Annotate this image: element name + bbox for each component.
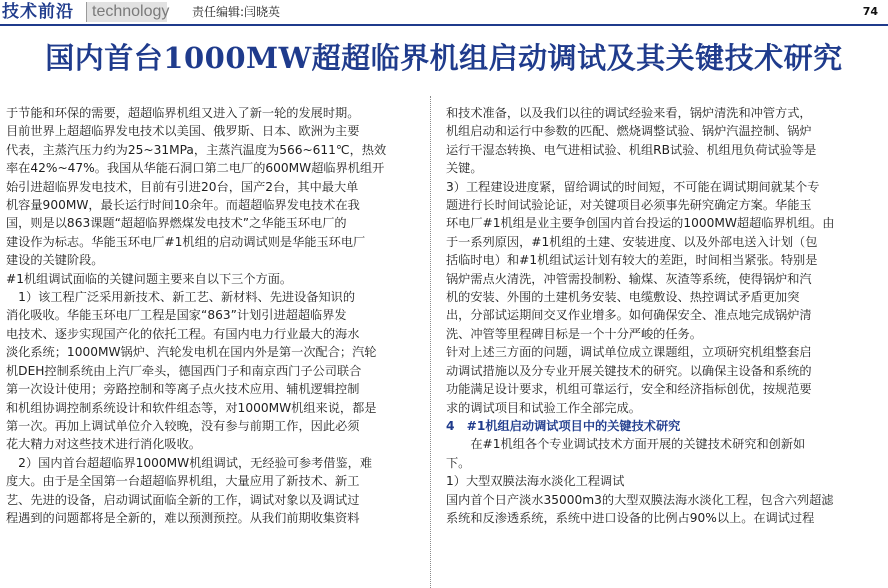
text-line: 锅炉需点火清洗，冲管需投制粉、输煤、灰渣等系统，使得锅炉和汽 <box>446 271 812 286</box>
page-number: 74 <box>862 5 878 18</box>
text-line: 机的安装、外围的土建机务安装、电缆敷设、热控调试矛盾更加突 <box>446 290 800 305</box>
text-line: 代表，主蒸汽压力约为25~31MPa，主蒸汽温度为566~611℃，热效 <box>6 142 387 157</box>
text-line: 关键。 <box>446 161 483 176</box>
text-line: 建设作为标志。华能玉环电厂#1机组的启动调试则是华能玉环电厂 <box>6 234 366 249</box>
text-line: 1）大型双膜法海水淡化工程调试 <box>446 474 625 489</box>
text-line: 花大精力对这些技术进行消化吸收。 <box>6 437 201 452</box>
text-line: 动调试措施以及分专业开展关键技术的研究。以确保主设备和系统的 <box>446 363 812 378</box>
text-line: 出，分部试运期间交叉作业增多。如何确保安全、准点地完成锅炉清 <box>446 308 812 323</box>
text-line: 1）该工程广泛采用新技术、新工艺、新材料、先进设备知识的 <box>6 290 356 305</box>
text-line: 针对上述三方面的问题，调试单位成立课题组，立项研究机组整套启 <box>446 345 812 360</box>
header-rule <box>0 24 888 26</box>
text-line: 3）工程建设进度紧，留给调试的时间短，不可能在调试期间就某个专 <box>446 179 820 194</box>
text-line: 2）国内首台超超临界1000MW机组调试，无经验可参考借鉴，难 <box>6 455 373 470</box>
text-line: 程遇到的问题都将是全新的，难以预测预控。从我们前期收集资料 <box>6 510 360 525</box>
text-line: 机DEH控制系统由上汽厂牵头，德国西门子和南京西门子公司联合 <box>6 363 362 378</box>
text-line: 题进行长时间试验论证，对关键项目必须事先研究确定方案。华能玉 <box>446 198 812 213</box>
text-line: 率在42%~47%。我国从华能石洞口第二电厂的600MW超临界机组开 <box>6 161 385 176</box>
text-line: 求的调试项目和试验工作全部完成。 <box>446 400 641 415</box>
text-line: 第一次设计使用；旁路控制和等离子点火技术应用、辅机逻辑控制 <box>6 382 360 397</box>
text-line: 机组启动和运行中参数的匹配、燃烧调整试验、锅炉汽温控制、锅炉 <box>446 124 812 139</box>
section-name-english: technology <box>92 3 170 20</box>
text-line: 度大。由于是全国第一台超超临界机组，大量应用了新技术、新工 <box>6 474 360 489</box>
section-heading: 4 #1机组启动调试项目中的关键技术研究 <box>446 418 681 433</box>
text-line: 功能满足设计要求，机组可靠运行，安全和经济指标创优，按规范要 <box>446 382 812 397</box>
text-line: 电技术、逐步实现国产化的依托工程。有国内电力行业最大的海水 <box>6 326 360 341</box>
text-line: 运行干湿态转换、电气进相试验、机组RB试验、机组甩负荷试验等是 <box>446 142 817 157</box>
section-name: 技术前沿 <box>2 2 74 22</box>
text-line: 系统和反渗透系统，系统中进口设备的比例占90%以上。在调试过程 <box>446 510 815 525</box>
text-line: 和技术准备，以及我们以往的调试经验来看，锅炉清洗和冲管方式， <box>446 106 812 120</box>
text-line: 在#1机组各个专业调试技术方面开展的关键技术研究和创新如 <box>446 437 806 452</box>
text-line: 建设的关键阶段。 <box>6 253 104 268</box>
text-line: 淡化系统；1000MW锅炉、汽轮发电机在国内外是第一次配合；汽轮 <box>6 345 377 360</box>
column-divider <box>430 96 431 588</box>
article-title: 国内首台1000MW超超临界机组启动调试及其关键技术研究 <box>45 41 843 75</box>
text-line: 洗、冲管等里程碑目标是一个十分严峻的任务。 <box>446 326 702 341</box>
text-line: 括临时电）和#1机组试运计划有较大的差距，时间相当紧张。特别是 <box>446 253 818 268</box>
text-line: 和机组协调控制系统设计和软件组态等，对1000MW机组来说，都是 <box>6 400 377 415</box>
text-line: 下。 <box>446 455 471 470</box>
text-line: 国内首个日产淡水35000m3的大型双膜法海水淡化工程，包含六列超滤 <box>446 492 834 507</box>
text-line: 于节能和环保的需要，超超临界机组又进入了新一轮的发展时期。 <box>6 106 360 120</box>
left-column <box>6 104 418 527</box>
editor-credit: 责任编辑:闫晓英 <box>192 5 281 19</box>
text-line: 于一系列原因，#1机组的土建、安装进度、以及外部电送入计划（包 <box>446 234 818 249</box>
text-line: 艺、先进的设备，启动调试面临全新的工作，调试对象以及调试过 <box>6 492 360 507</box>
text-line: 消化吸收。华能玉环电厂工程是国家“863”计划引进超超临界发 <box>6 308 347 323</box>
text-line: #1机组调试面临的关键问题主要来自以下三个方面。 <box>6 271 293 286</box>
text-line: 环电厂#1机组是业主要争创国内首台投运的1000MW超超临界机组。由 <box>446 216 835 231</box>
text-line: 机容量900MW，最长运行时间10余年。而超超临界发电技术在我 <box>6 198 360 213</box>
right-column <box>446 104 880 527</box>
page-header <box>0 0 888 26</box>
text-line: 始引进超临界发电技术，目前有引进20台，国产2台，其中最大单 <box>6 179 359 194</box>
text-line: 国，则是以863课题“超超临界燃煤发电技术”之华能玉环电厂的 <box>6 216 347 231</box>
text-line: 目前世界上超超临界发电技术以美国、俄罗斯、日本、欧洲为主要 <box>6 124 360 139</box>
text-line: 第一次。再加上调试单位介入较晚，没有参与前期工作，因此必须 <box>6 418 360 433</box>
